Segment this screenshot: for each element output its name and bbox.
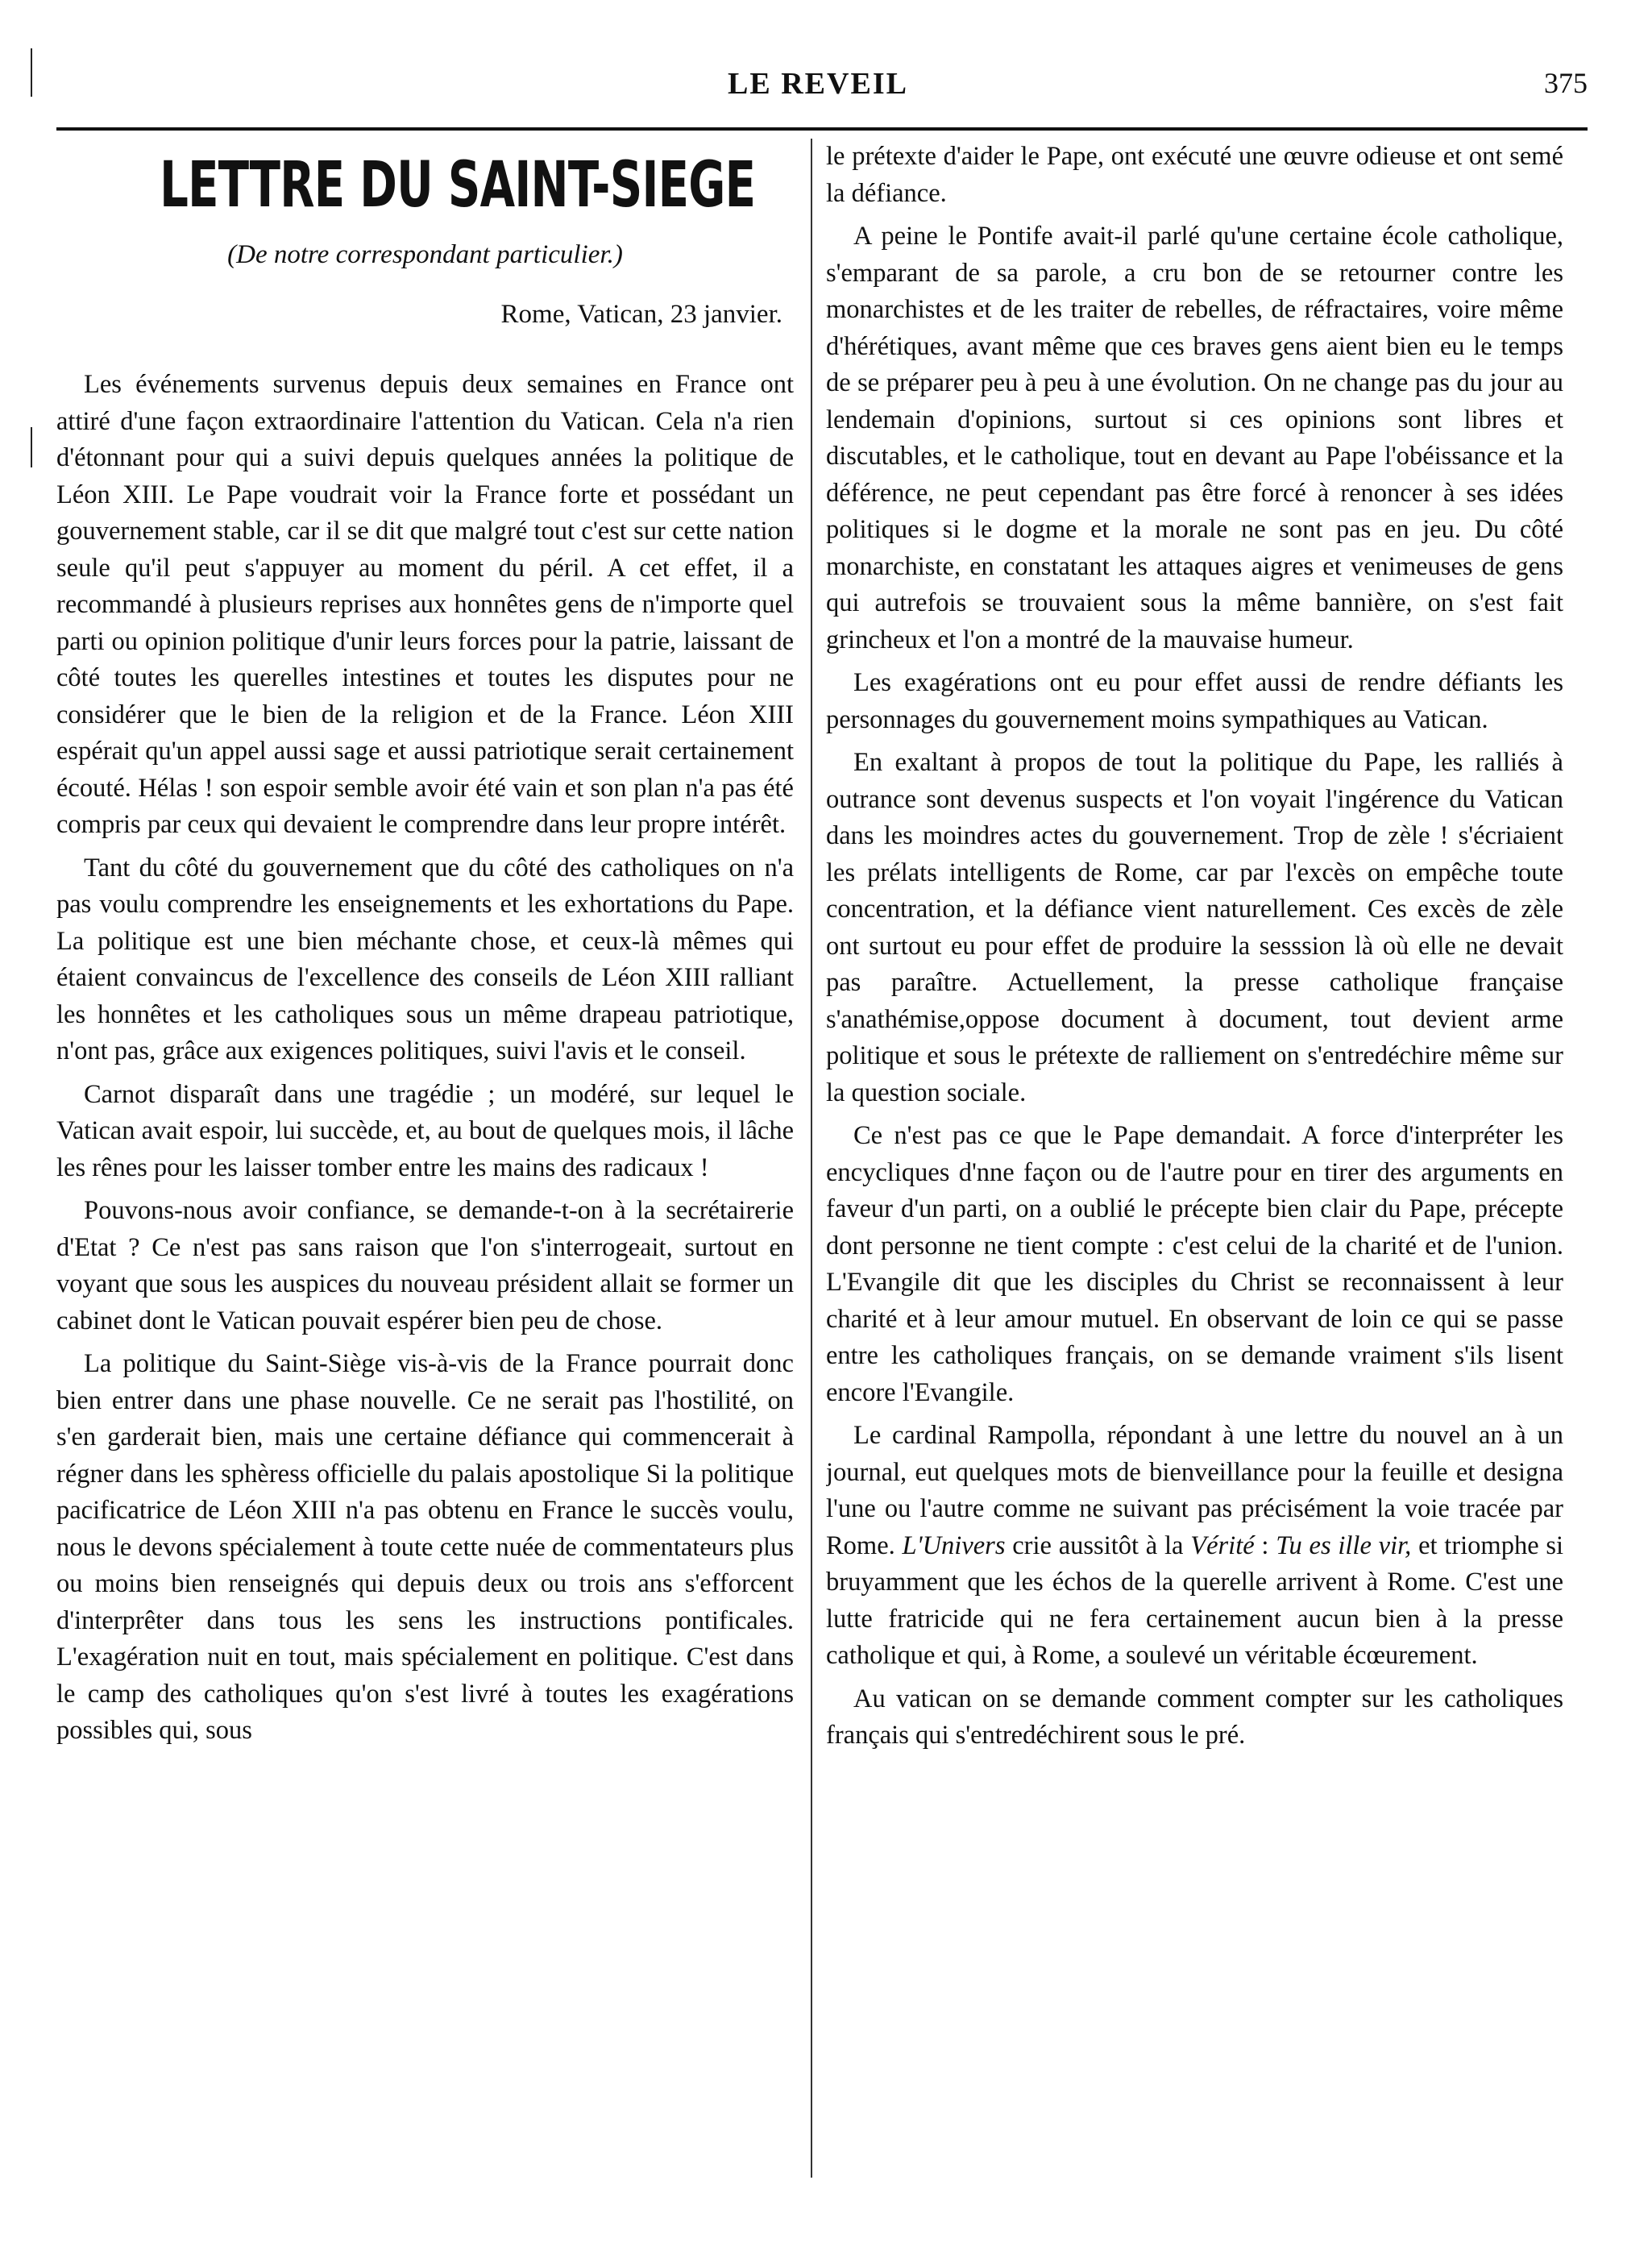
column-rule — [811, 139, 812, 2178]
paragraph: En exaltant à propos de tout la politique du Pape, les ralliés à outrance sont devenus suspects et l'on voyait l'ingérence du Vatican dans les moindres actes du gouvernement. Trop de zèle ! s'écriaient les prélats intelligents de Rome, car par l'excès on empêche toute concentration, et la défiance vient naturellement. Ces excès de zèle ont surtout eu pour effet de produire la sesssion là où elle ne devait pas paraître. Actuellement, la presse catholique française s'anathémise,oppose document à document, tout devient arme politique et sous le prétexte de ralliement on s'entredéchire même sur la question sociale. — [826, 748, 1563, 1107]
latin-quote: Tu es ille vir, — [1276, 1530, 1412, 1560]
left-column — [56, 139, 794, 2186]
rampolla-rest: et triomphe si bruyamment que les échos de la querelle arrivent à Rome. C'est une lutte fratricide qui ne fera certainement aucun bien à la presse catholique et qui, à Rome, a soulevé un véritable écœurement. — [826, 1530, 1563, 1670]
univers-title: L'Univers — [902, 1530, 1006, 1560]
rampolla-intro: Le cardinal Rampolla, répondant à une lettre du nouvel an à un journal, eut quelques mots de bienveillance pour la feuille et designa l'une ou l'autre comme ne suivant pas précisément la voie tracée par Rome. — [826, 1421, 1563, 1560]
paragraph: Tant du côté du gouvernement que du côté des catholiques on n'a pas voulu comprendre les enseignements et les exhortations du Pape. La politique est une bien méchante chose, et ceux-là mêmes qui étaient convaincus de l'excellence des conseils de Léon XIII ralliant les honnêtes et les catholiques sous un même drapeau patriotique, n'ont pas, grâce aux exigences politiques, suivi l'avis et le conseil. — [56, 853, 794, 1065]
paragraph: Les exagérations ont eu pour effet aussi de rendre défiants les personnages du gouvernement moins sympathiques au Vatican. — [826, 668, 1563, 734]
page-number: 375 — [1544, 67, 1588, 99]
article-columns — [56, 139, 1588, 2186]
paragraph: Les événements survenus depuis deux semaines en France ont attiré d'une façon extraordinaire l'attention du Vatican. Cela n'a rien d'étonnant pour qui a suivi depuis quelques années la politique de Léon XIII. Le Pape voudrait voir la France forte et possédant un gouvernement stable, car il se dit que malgré tout c'est sur cette nation seule qu'il peut s'appuyer au moment du péril. A cet effet, il a recommandé à plusieurs reprises aux honnêtes gens de n'importe quel parti ou opinion politique d'unir leurs forces pour la patrie, laissant de côté toutes les querelles intestines et toutes les disputes pour ne considérer que le bien de la religion et de la France. Léon XIII espérait qu'un appel aussi sage et aussi patriotique serait certainement écouté. Hélas ! son espoir semble avoir été vain et son plan n'a pas été compris par ceux qui devaient le comprendre dans leur propre intérêt. — [56, 370, 794, 839]
running-title: LE REVEIL — [728, 67, 908, 101]
margin-mark-top — [31, 48, 32, 97]
paragraph-continuation: le prétexte d'aider le Pape, ont exécuté une œuvre odieuse et ont semé la défiance. — [826, 142, 1563, 208]
header-rule — [56, 127, 1588, 131]
paragraph: La politique du Saint-Siège vis-à-vis de la France pourrait donc bien entrer dans une phase nouvelle. Ce ne serait pas l'hostilité, on s'en garderait bien, mais une certaine défiance qui commencerait à régner dans les sphèress officielle du palais apostolique Si la politique pacificatrice de Léon XIII n'a pas obtenu en France le succès voulu, nous le devons spécialement à toute cette nuée de commentateurs plus ou moins bien renseignés qui depuis deux ou trois ans s'efforcent d'interprêter dans tous les sens les instructions pontificales. L'exagération nuit en tout, mais spécialement en politique. C'est dans le camp des catholiques qu'on s'est livré à toutes les exagérations possibles qui, sous — [56, 1349, 794, 1745]
paragraph-last: Au vatican on se demande comment compter sur les catholiques français qui s'entredéchirent sous le pré. — [826, 1684, 1563, 1750]
paragraph: Carnot disparaît dans une tragédie ; un modéré, sur lequel le Vatican avait espoir, lui succède, et, au bout de quelques mois, il lâche les rênes pour les laisser tomber entre les mains des radicaux ! — [56, 1079, 794, 1182]
dateline: Rome, Vatican, 23 janvier. — [500, 299, 782, 329]
paragraph: Pouvons-nous avoir confiance, se demande-t-on à la secrétairerie d'Etat ? Ce n'est pas sans raison que l'on s'interrogeait, surtout en voyant que sous les auspices du nouveau président allait se former un cabinet dont le Vatican pouvait espérer bien peu de chose. — [56, 1196, 794, 1335]
paragraph: A peine le Pontife avait-il parlé qu'une certaine école catholique, s'emparant de sa parole, a cru bon de se retourner contre les monarchistes et de les traiter de rebelles, de réfractaires, voire même d'hérétiques, avant même que ces braves gens aient bien eu le temps de se préparer peu à peu à une évolution. On ne change pas du jour au lendemain d'opinions, surtout si ces opinions sont libres et discutables, et le catholique, tout en devant au Pape l'obéissance et la déférence, ne peut cependant pas être forcé à renoncer à ses idées politiques si le dogme et la morale ne sont pas en jeu. Du côté monarchiste, en constatant les attaques aigres et venimeuses de gens qui autrefois se trouvaient sous la même bannière, on s'est fait grincheux et l'on a montré de la mauvaise humeur. — [826, 222, 1563, 654]
article-title: LETTRE DU SAINT-SIEGE — [160, 149, 756, 222]
running-head — [48, 66, 1588, 111]
verite-title: Vérité — [1190, 1530, 1255, 1560]
right-column — [826, 139, 1563, 2186]
byline: (De notre correspondant particulier.) — [227, 240, 623, 269]
paragraph: Ce n'est pas ce que le Pape demandait. A force d'interpréter les encycliques d'nne façon ou de l'autre pour en tirer des arguments en faveur d'un parti, on a oublié le précepte bien clair du Pape, précepte dont personne ne tient compte : c'est celui de la charité et de l'union. L'Evangile dit que les disciples du Christ se reconnaissent à leur charité et à leur amour mutuel. En observant de loin ce qui se passe entre les catholiques français, on se demande vraiment s'ils lisent encore l'Evangile. — [826, 1121, 1563, 1407]
rampolla-crie: crie aussitôt à la — [1012, 1530, 1184, 1560]
margin-mark-middle — [31, 427, 32, 467]
paragraph-rampolla: Le cardinal Rampolla, répondant à une lettre du nouvel an à un journal, eut quelques mots de bienveillance pour la feuille et designa l'une ou l'autre comme ne suivant pas précisément la voie tracée par Rome. L'Univers crie aussitôt à la Vérité : Tu es ille vir, et triomphe si bruyamment que les échos de la querelle arrivent à Rome. C'est une lutte fratricide qui ne fera certainement aucun bien à la presse catholique et qui, à Rome, a soulevé un véritable écœurement. — [826, 1421, 1563, 1670]
